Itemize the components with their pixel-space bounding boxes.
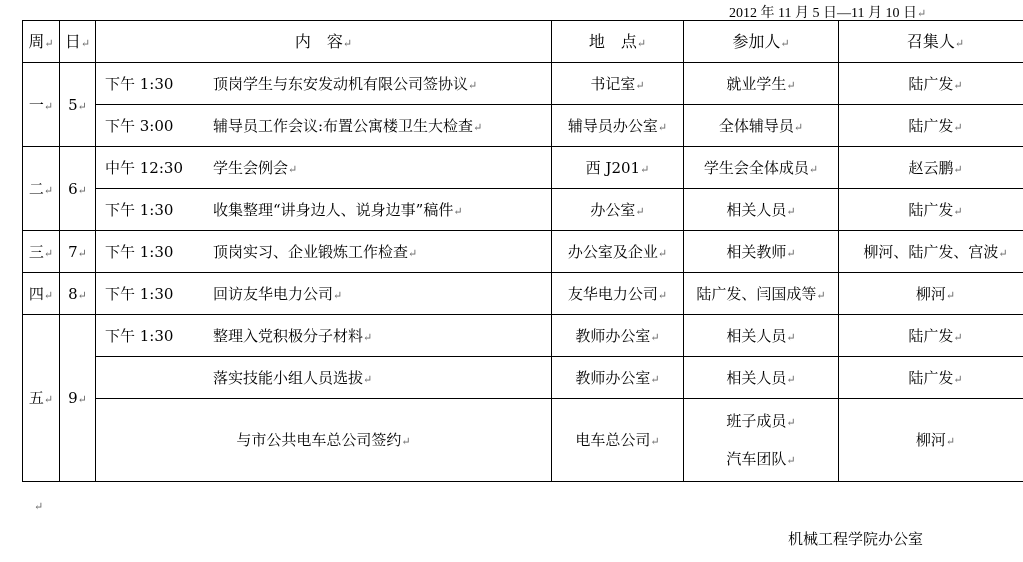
convener-cell: 赵云鹏↵ bbox=[839, 147, 1023, 189]
convener-cell: 陆广发↵ bbox=[839, 63, 1023, 105]
paragraph-mark: ↵ bbox=[34, 500, 44, 513]
table-row bbox=[23, 189, 1023, 231]
participants-cell: 相关人员↵ bbox=[684, 189, 839, 231]
date-range bbox=[729, 2, 926, 22]
week-cell: 三↵ bbox=[23, 231, 60, 273]
paragraph-mark: ↵ bbox=[916, 8, 927, 20]
content-cell: 下午 1:30 顶岗实习、企业锻炼工作检查↵ bbox=[96, 231, 552, 273]
table-row bbox=[23, 273, 1023, 315]
location-cell: 教师办公室↵ bbox=[552, 357, 684, 399]
content-cell: 下午 1:30 整理入党积极分子材料↵ bbox=[96, 315, 552, 357]
week-cell: 一↵ bbox=[23, 63, 60, 147]
weekly-schedule-table bbox=[22, 20, 1023, 482]
participants-cell: 相关人员↵ bbox=[684, 357, 839, 399]
header-day: 日↵ bbox=[60, 21, 96, 63]
convener-cell: 柳河、陆广发、宫波↵ bbox=[839, 231, 1023, 273]
header-row bbox=[23, 21, 1023, 63]
header-week: 周↵ bbox=[23, 21, 60, 63]
table-row bbox=[23, 399, 1023, 482]
header-content: 内 容↵ bbox=[96, 21, 552, 63]
convener-cell: 陆广发↵ bbox=[839, 357, 1023, 399]
content-cell: 与市公共电车总公司签约↵ bbox=[96, 399, 552, 482]
date-cell: 9↵ bbox=[60, 315, 96, 482]
participants-cell: 陆广发、闫国成等↵ bbox=[684, 273, 839, 315]
content-cell: 中午 12:30 学生会例会↵ bbox=[96, 147, 552, 189]
date-cell: 8↵ bbox=[60, 273, 96, 315]
table-row bbox=[23, 357, 1023, 399]
header-participants: 参加人↵ bbox=[684, 21, 839, 63]
table-row bbox=[23, 231, 1023, 273]
location-cell: 西 J201↵ bbox=[552, 147, 684, 189]
location-cell: 教师办公室↵ bbox=[552, 315, 684, 357]
week-cell: 二↵ bbox=[23, 147, 60, 231]
date-cell: 7↵ bbox=[60, 231, 96, 273]
participants-cell: 学生会全体成员↵ bbox=[684, 147, 839, 189]
participants-cell: 班子成员↵ 汽车团队↵ bbox=[684, 399, 839, 482]
table-row bbox=[23, 315, 1023, 357]
location-cell: 书记室↵ bbox=[552, 63, 684, 105]
content-cell: 下午 1:30 收集整理“讲身边人、说身边事”稿件↵ bbox=[96, 189, 552, 231]
location-cell: 办公室及企业↵ bbox=[552, 231, 684, 273]
date-range-text: 2012 年 11 月 5 日—11 月 10 日 bbox=[729, 6, 917, 21]
content-cell: 下午 3:00 辅导员工作会议:布置公寓楼卫生大检查↵ bbox=[96, 105, 552, 147]
table-row bbox=[23, 63, 1023, 105]
participants-cell: 相关教师↵ bbox=[684, 231, 839, 273]
content-cell: 下午 1:30 回访友华电力公司↵ bbox=[96, 273, 552, 315]
table-row bbox=[23, 105, 1023, 147]
participants-cell: 全体辅导员↵ bbox=[684, 105, 839, 147]
convener-cell: 柳河↵ bbox=[839, 273, 1023, 315]
participants-cell: 就业学生↵ bbox=[684, 63, 839, 105]
week-cell: 四↵ bbox=[23, 273, 60, 315]
convener-cell: 陆广发↵ bbox=[839, 189, 1023, 231]
header-convener: 召集人↵ bbox=[839, 21, 1023, 63]
participants-cell: 相关人员↵ bbox=[684, 315, 839, 357]
convener-cell: 陆广发↵ bbox=[839, 105, 1023, 147]
office-signature: 机械工程学院办公室 bbox=[788, 530, 924, 548]
convener-cell: 柳河↵ bbox=[839, 399, 1023, 482]
week-cell: 五↵ bbox=[23, 315, 60, 482]
content-cell: 落实技能小组人员选拔↵ bbox=[96, 357, 552, 399]
date-cell: 6↵ bbox=[60, 147, 96, 231]
location-cell: 辅导员办公室↵ bbox=[552, 105, 684, 147]
convener-cell: 陆广发↵ bbox=[839, 315, 1023, 357]
location-cell: 办公室↵ bbox=[552, 189, 684, 231]
date-cell: 5↵ bbox=[60, 63, 96, 147]
location-cell: 友华电力公司↵ bbox=[552, 273, 684, 315]
table-row bbox=[23, 147, 1023, 189]
header-location: 地 点↵ bbox=[552, 21, 684, 63]
location-cell: 电车总公司↵ bbox=[552, 399, 684, 482]
content-cell: 下午 1:30 顶岗学生与东安发动机有限公司签协议↵ bbox=[96, 63, 552, 105]
